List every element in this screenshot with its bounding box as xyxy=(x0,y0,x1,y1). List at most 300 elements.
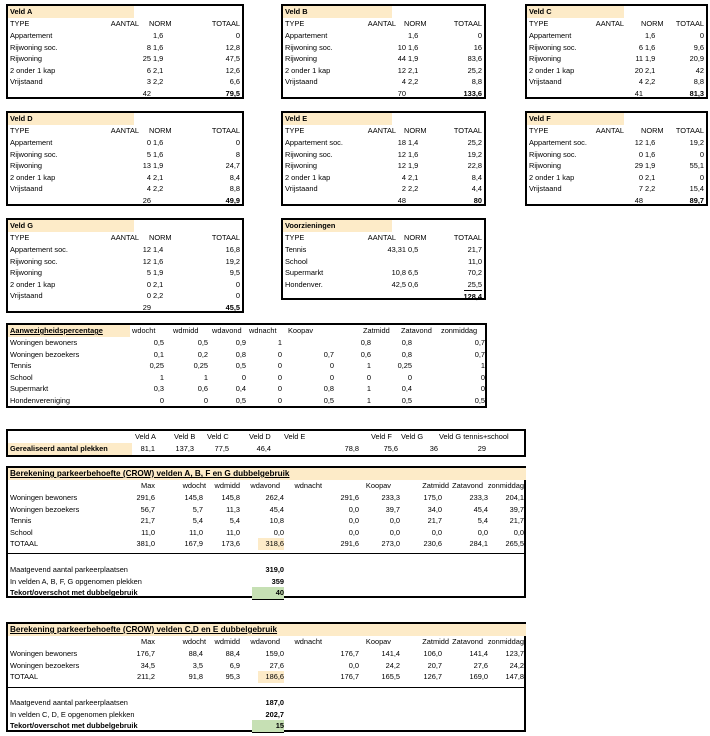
calc-value: 145,8 xyxy=(184,493,203,502)
table-row xyxy=(527,42,706,54)
column-header: TYPE xyxy=(529,126,549,135)
calc-value: 27,6 xyxy=(269,660,284,670)
row-norm: 0,5 xyxy=(408,245,419,254)
field-total-count: 29 xyxy=(142,303,151,312)
presence-value: 0,5 xyxy=(323,396,334,405)
field-total: 80 xyxy=(473,196,482,205)
summary-label: In velden A, B, F, G opgenomen plekken xyxy=(10,576,142,586)
field-title-row xyxy=(8,6,242,18)
calc-value: 56,7 xyxy=(140,504,155,514)
table-row xyxy=(527,76,706,88)
column-header: TOTAAL xyxy=(211,126,240,135)
calc-total-value: 291,6 xyxy=(340,539,359,549)
row-type: 2 onder 1 kap xyxy=(529,65,575,75)
summary-row xyxy=(8,697,524,709)
table-row xyxy=(527,137,706,149)
row-type: Vrijstaand xyxy=(285,184,318,194)
presence-value: 1 xyxy=(480,361,485,371)
table-row xyxy=(8,492,524,504)
summary-value: 202,7 xyxy=(265,709,284,719)
row-norm: 2,2 xyxy=(408,184,419,194)
calc-header: Zatmidd xyxy=(422,481,449,490)
presence-value: 1 xyxy=(366,384,371,394)
calc-value: 10,8 xyxy=(269,516,284,526)
presence-label: Supermarkt xyxy=(10,384,49,394)
row-norm: 1,9 xyxy=(645,54,656,64)
row-count: 10 xyxy=(397,42,406,52)
table-row xyxy=(8,648,524,660)
calc-value: 11,0 xyxy=(189,527,203,537)
row-norm: 1,4 xyxy=(153,245,164,254)
calc-value: 175,0 xyxy=(423,493,442,502)
row-total: 0 xyxy=(235,31,240,40)
field-table-d xyxy=(6,111,244,206)
table-row xyxy=(8,76,242,88)
presence-title: Aanwezigheidspercentage xyxy=(8,325,130,337)
row-norm: 1,9 xyxy=(153,54,164,64)
calc-value: 21,7 xyxy=(427,516,442,526)
row-total: 4,4 xyxy=(471,184,482,194)
presence-value: 0,7 xyxy=(474,338,485,347)
table-row xyxy=(8,267,242,279)
calc-header: Koopav xyxy=(365,637,391,646)
realised-header: Veld G xyxy=(401,432,424,441)
calc-row-label: Woningen bewoners xyxy=(10,649,78,658)
row-type: Rijwoning xyxy=(10,268,43,278)
column-header: TYPE xyxy=(285,19,305,28)
table-row xyxy=(8,42,242,54)
calc-value: 11,0 xyxy=(141,527,155,537)
calc-total-value: 167,9 xyxy=(184,539,203,549)
calc-value: 291,6 xyxy=(136,493,155,502)
row-count: 12 xyxy=(397,65,406,75)
table-row xyxy=(8,65,242,77)
row-norm: 2,1 xyxy=(645,65,656,75)
row-total: 25,2 xyxy=(467,138,482,147)
column-header: NORM xyxy=(404,126,427,135)
row-count: 0 xyxy=(638,172,643,182)
row-total: 19,2 xyxy=(689,138,704,147)
calc-row-label: Tennis xyxy=(10,516,32,526)
row-norm: 2,2 xyxy=(408,77,419,87)
realised-value: 29 xyxy=(477,444,486,453)
row-total: 25,5 xyxy=(467,279,482,289)
summary-row xyxy=(8,720,524,732)
row-total: 8,8 xyxy=(229,184,240,194)
table-row xyxy=(8,395,485,407)
row-norm: 1,6 xyxy=(153,138,164,147)
row-total: 12,6 xyxy=(225,65,240,75)
row-type: Rijwoning xyxy=(10,54,43,64)
row-total: 9,6 xyxy=(693,42,704,52)
calc-value: 39,7 xyxy=(385,504,400,514)
row-norm: 1,6 xyxy=(153,256,164,266)
calc-value: 24,2 xyxy=(509,660,524,670)
calc-value: 141,4 xyxy=(469,649,488,658)
calc-value: 39,7 xyxy=(509,504,524,514)
row-norm: 2,1 xyxy=(645,172,656,182)
calc-value: 0,0 xyxy=(477,527,488,537)
row-norm: 6,5 xyxy=(408,268,419,278)
presence-value: 0 xyxy=(159,396,164,405)
realised-header: Veld C xyxy=(207,432,229,441)
column-header: TOTAAL xyxy=(453,233,482,242)
row-count: 0 xyxy=(146,279,151,289)
field-total: 49,9 xyxy=(225,196,240,205)
presence-header: zonmiddag xyxy=(441,326,478,335)
calc-header: wdmidd xyxy=(214,637,240,646)
realised-header: Veld G tennis+school xyxy=(439,432,509,441)
column-header: AANTAL xyxy=(595,19,624,28)
calc-row-label: School xyxy=(10,527,33,537)
calc-value: 21,7 xyxy=(509,516,524,526)
table-row xyxy=(8,515,524,527)
table-row xyxy=(8,660,524,672)
column-header: NORM xyxy=(641,19,664,28)
summary-value: 40 xyxy=(252,587,284,600)
calc-value: 0,0 xyxy=(273,527,284,537)
summary-row xyxy=(8,564,524,576)
calc-header: Max xyxy=(141,637,155,646)
field-title: Veld E xyxy=(283,113,392,125)
summary-value: 15 xyxy=(252,720,284,733)
presence-label: Tennis xyxy=(10,361,32,371)
presence-value: 0,2 xyxy=(197,349,208,359)
field-total-count: 41 xyxy=(634,89,643,98)
column-header: TYPE xyxy=(529,19,549,28)
presence-value: 0,1 xyxy=(153,349,164,359)
realised-header: Veld D xyxy=(249,432,271,441)
realised-header: Veld A xyxy=(135,432,156,441)
calc-value: 21,7 xyxy=(140,516,155,526)
presence-value: 0,9 xyxy=(235,338,246,347)
calc-value: 233,3 xyxy=(381,493,400,502)
row-count: 12 xyxy=(142,256,151,266)
field-total-row xyxy=(283,290,484,302)
presence-header: Zatavond xyxy=(401,326,432,335)
calc-header: zonmiddag xyxy=(487,637,524,646)
presence-value: 0,7 xyxy=(323,349,334,359)
row-count: 2 xyxy=(401,184,406,194)
row-type: Vrijstaand xyxy=(529,77,562,87)
row-total: 0 xyxy=(235,279,240,289)
presence-value: 0 xyxy=(329,372,334,382)
field-header-row xyxy=(283,18,484,30)
row-norm: 1,9 xyxy=(153,161,164,171)
calc-value: 0,0 xyxy=(389,516,400,526)
realised-header: Veld B xyxy=(174,432,196,441)
row-type: Rijwoning soc. xyxy=(10,149,58,159)
column-header: NORM xyxy=(149,126,172,135)
row-norm: 1,9 xyxy=(408,54,419,64)
realised-value: 81,1 xyxy=(140,444,155,453)
field-header-row xyxy=(8,18,242,30)
table-row xyxy=(527,53,706,65)
calc-total-value: 230,6 xyxy=(423,539,442,549)
field-table-b xyxy=(281,4,486,99)
row-norm: 1,6 xyxy=(153,149,164,159)
presence-header: wdmidd xyxy=(173,326,199,335)
column-header: AANTAL xyxy=(367,126,396,135)
table-row xyxy=(283,183,484,195)
field-header-row xyxy=(283,125,484,137)
row-count: 4 xyxy=(146,184,151,194)
calc-total-value: 165,5 xyxy=(381,672,400,682)
column-header: NORM xyxy=(149,233,172,242)
calc-header: wdnacht xyxy=(294,637,322,646)
table-row xyxy=(8,527,524,539)
presence-value: 0 xyxy=(277,384,282,394)
row-type: Appartement soc. xyxy=(10,245,68,254)
calc-header: Max xyxy=(141,481,155,490)
row-norm: 2,2 xyxy=(153,291,164,301)
table-row xyxy=(283,244,484,256)
row-type: Vrijstaand xyxy=(529,184,562,194)
field-total: 89,7 xyxy=(689,196,704,205)
row-type: 2 onder 1 kap xyxy=(10,279,56,289)
calc-value: 11,0 xyxy=(226,527,240,537)
field-header-row xyxy=(527,18,706,30)
row-count: 10,8 xyxy=(391,268,406,278)
table-row xyxy=(8,137,242,149)
row-type: Rijwoning soc. xyxy=(529,42,577,52)
table-row xyxy=(8,30,242,42)
row-type: 2 onder 1 kap xyxy=(285,65,331,75)
table-row xyxy=(283,279,484,291)
presence-value: 1 xyxy=(366,396,371,405)
row-count: 12 xyxy=(634,138,643,147)
row-type: Rijwoning xyxy=(529,161,562,171)
realised-value: 137,3 xyxy=(175,444,194,453)
row-norm: 0,6 xyxy=(408,279,419,289)
field-table-g xyxy=(6,218,244,313)
presence-header: Koopav xyxy=(288,326,314,335)
row-total: 0 xyxy=(235,138,240,147)
presence-value: 0 xyxy=(277,349,282,359)
row-type: Vrijstaand xyxy=(10,184,43,194)
table-row xyxy=(8,360,485,372)
table-row xyxy=(527,160,706,172)
row-count: 6 xyxy=(638,42,643,52)
calc-total-value: 284,1 xyxy=(469,539,488,549)
row-type: Hondenver. xyxy=(285,279,323,289)
field-header-row xyxy=(527,125,706,137)
row-total: 20,9 xyxy=(689,54,704,64)
row-total: 21,7 xyxy=(467,245,482,254)
realised-label: Gerealiseerd aantal plekken xyxy=(8,443,132,455)
presence-value: 0 xyxy=(407,372,412,382)
row-type: 2 onder 1 kap xyxy=(10,65,56,75)
field-total-row xyxy=(527,195,706,207)
row-total: 8,4 xyxy=(229,172,240,182)
calc-value: 5,7 xyxy=(192,504,203,514)
column-header: TYPE xyxy=(10,233,30,242)
summary-value: 319,0 xyxy=(265,565,284,574)
column-header: AANTAL xyxy=(110,126,139,135)
calc-row-label: Woningen bezoekers xyxy=(10,660,80,670)
row-total: 6,6 xyxy=(229,77,240,87)
row-norm: 2,1 xyxy=(153,172,164,182)
calc-value: 34,5 xyxy=(140,660,155,670)
presence-value: 0,8 xyxy=(401,349,412,359)
row-count: 12 xyxy=(397,149,406,159)
row-norm: 1,6 xyxy=(153,42,164,52)
row-type: Rijwoning soc. xyxy=(10,256,58,266)
table-row xyxy=(8,53,242,65)
calc-value: 11,3 xyxy=(226,504,240,514)
table-row xyxy=(8,337,485,349)
row-count: 11 xyxy=(635,54,643,64)
row-type: Appartement soc. xyxy=(529,138,587,147)
calc-value: 0,0 xyxy=(348,527,359,537)
row-total: 0 xyxy=(235,291,240,301)
field-total: 133,6 xyxy=(463,89,482,98)
row-total: 0 xyxy=(477,31,482,40)
column-header: TYPE xyxy=(285,126,305,135)
presence-value: 0,4 xyxy=(401,384,412,394)
row-total: 16,8 xyxy=(225,245,240,254)
row-count: 0 xyxy=(146,138,151,147)
row-norm: 1,6 xyxy=(153,31,164,40)
summary-label: In velden C, D, E opgenomen plekken xyxy=(10,709,135,719)
row-norm: 2,2 xyxy=(645,77,656,87)
row-count: 4 xyxy=(146,172,151,182)
row-type: Appartement xyxy=(529,31,572,40)
row-count: 43,31 xyxy=(387,245,406,254)
presence-value: 0,5 xyxy=(235,361,246,371)
field-total: 81,3 xyxy=(689,89,704,98)
presence-value: 0,25 xyxy=(397,361,412,371)
field-title-row xyxy=(8,220,242,232)
realised-header: Veld F xyxy=(371,432,392,441)
presence-header: Zatmidd xyxy=(363,326,390,335)
column-header: NORM xyxy=(404,233,427,242)
calc-header: wdavond xyxy=(250,637,280,646)
row-norm: 1,9 xyxy=(153,268,164,278)
calc-value: 20,7 xyxy=(427,660,442,670)
presence-value: 0 xyxy=(241,372,246,382)
presence-value: 0,6 xyxy=(360,349,371,359)
row-total: 8,8 xyxy=(693,77,704,87)
row-total: 11,0 xyxy=(468,256,482,266)
calc-total-value: 211,2 xyxy=(137,672,155,682)
row-type: Rijwoning xyxy=(10,161,43,171)
calc-value: 141,4 xyxy=(381,649,400,658)
field-total-count: 70 xyxy=(397,89,406,98)
table-row xyxy=(283,149,484,161)
calc-value: 262,4 xyxy=(265,493,284,502)
row-type: 2 onder 1 kap xyxy=(285,172,331,182)
calc-value: 3,5 xyxy=(192,660,203,670)
field-total-count: 48 xyxy=(634,196,643,205)
realised-header: Veld E xyxy=(284,432,306,441)
field-table-e xyxy=(281,111,486,206)
row-total: 25,2 xyxy=(467,65,482,75)
field-total-count: 42 xyxy=(142,89,151,98)
row-total: 42 xyxy=(695,65,704,75)
table-row xyxy=(283,267,484,279)
row-type: Rijwoning xyxy=(285,54,318,64)
presence-value: 0 xyxy=(277,372,282,382)
row-norm: 2,2 xyxy=(645,184,656,194)
row-type: Appartement xyxy=(10,138,53,147)
row-total: 15,4 xyxy=(689,184,704,194)
column-header: AANTAL xyxy=(110,233,139,242)
calc-value: 5,4 xyxy=(192,516,203,526)
row-total: 0 xyxy=(699,31,704,40)
field-total: 45,5 xyxy=(225,303,240,312)
calc-total-value: 381,0 xyxy=(136,539,155,549)
calc-value: 0,0 xyxy=(348,504,359,514)
calc-total-value: 173,6 xyxy=(221,539,240,549)
table-row xyxy=(527,30,706,42)
table-row xyxy=(8,349,485,361)
table-row xyxy=(8,279,242,291)
row-type: Rijwoning xyxy=(529,54,562,64)
row-count: 42,5 xyxy=(391,279,406,289)
field-total-count: 26 xyxy=(142,196,151,205)
summary-row xyxy=(8,709,524,721)
row-total: 0 xyxy=(699,172,704,182)
field-title: Veld D xyxy=(8,113,134,125)
calc-header: wdmidd xyxy=(214,481,240,490)
presence-value: 0 xyxy=(277,396,282,405)
calc-total-row xyxy=(8,538,524,550)
column-header: TOTAAL xyxy=(453,19,482,28)
row-count: 44 xyxy=(397,54,406,64)
row-total: 16 xyxy=(473,42,482,52)
field-total-row xyxy=(8,88,242,100)
presence-value: 0,7 xyxy=(474,349,485,359)
calc-total-value: 147,8 xyxy=(505,672,524,682)
row-total: 0 xyxy=(699,149,704,159)
row-total: 19,2 xyxy=(467,149,482,159)
row-count: 4 xyxy=(401,77,406,87)
presence-value: 0,5 xyxy=(235,396,246,405)
row-norm: 1,6 xyxy=(645,31,656,40)
table-row xyxy=(283,137,484,149)
realised-value: 78,8 xyxy=(344,444,359,453)
calc-value: 88,4 xyxy=(188,649,203,658)
calc-value: 34,0 xyxy=(427,504,442,514)
row-type: Supermarkt xyxy=(285,268,324,278)
row-norm: 2,1 xyxy=(153,279,164,289)
row-count: 29 xyxy=(634,161,643,171)
field-title: Veld A xyxy=(8,6,134,18)
summary-label: Maatgevend aantal parkeerplaatsen xyxy=(10,698,128,707)
column-header: AANTAL xyxy=(595,126,624,135)
table-row xyxy=(283,76,484,88)
calc2-title: Berekening parkeerbehoefte (CROW) velden C,D en E dubbelgebruik xyxy=(8,624,526,636)
calc-value: 0,0 xyxy=(513,527,524,537)
calc-header: wdnacht xyxy=(294,481,322,490)
column-header: NORM xyxy=(641,126,664,135)
row-total: 8 xyxy=(235,149,240,159)
row-total: 19,2 xyxy=(225,256,240,266)
row-count: 12 xyxy=(397,161,406,171)
table-row xyxy=(283,53,484,65)
table-row xyxy=(527,65,706,77)
row-total: 22,8 xyxy=(467,161,482,171)
summary-label: Maatgevend aantal parkeerplaatsen xyxy=(10,565,128,574)
calc-value: 45,4 xyxy=(473,504,488,514)
row-norm: 1,4 xyxy=(408,138,419,147)
calc1-table xyxy=(6,466,526,598)
row-count: 18 xyxy=(397,138,406,147)
row-type: Tennis xyxy=(285,245,307,254)
row-count: 8 xyxy=(146,42,151,52)
table-row xyxy=(8,290,242,302)
